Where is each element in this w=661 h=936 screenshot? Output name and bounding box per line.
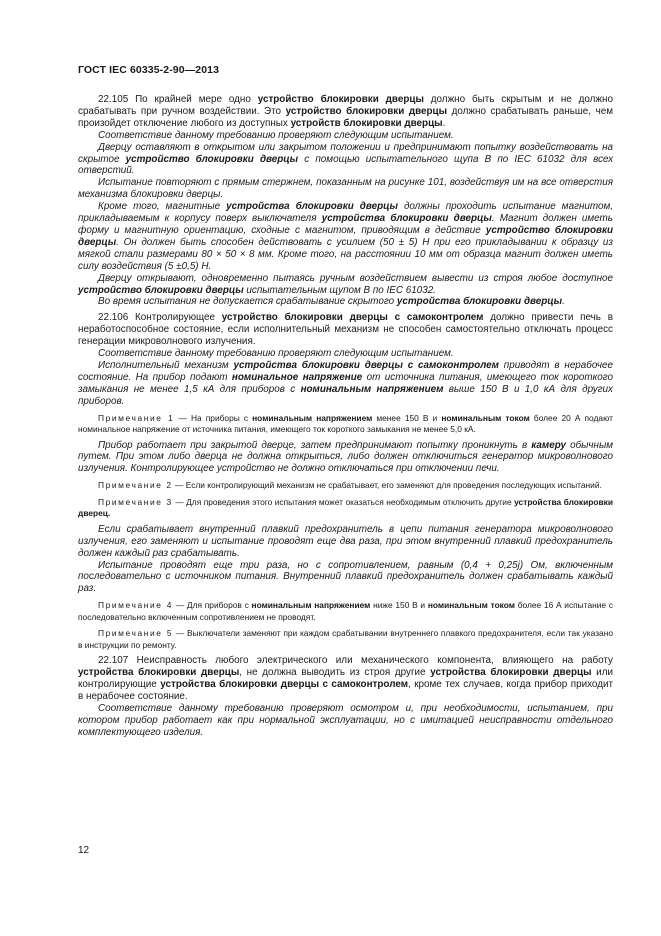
text-run: более 16 А испытание с последовательно включенным сопротивлением не проводят. [78,600,613,622]
body-paragraph [78,360,613,408]
note-paragraph [78,480,613,492]
note-label: Примечание 2 [98,480,173,491]
text-run: более 20 А подают номинальное напряжение от источника питания, имеющего ток короткого замыкания не менее 5,0 кА. [78,412,614,435]
text-run: 22.105 По крайней мере одно [98,94,258,105]
text-run: — Если контролирующий механизм не срабатывает, его заменяют для проведения последующих испытаний. [172,480,602,491]
document-body [78,94,613,739]
note-paragraph [78,600,613,623]
body-paragraph [78,440,613,476]
defined-term: устройство блокировки дверцы [78,224,613,248]
text-run: должно срабатывать раньше, чем произойдет отключение любого из доступных [78,105,613,129]
defined-term: устройства блокировки дверцы с самоконтролем [160,679,409,691]
note-paragraph [78,497,613,520]
text-run: . [562,296,565,308]
note-paragraph [78,628,613,651]
text-run: Кроме того, магнитные [98,201,227,213]
defined-term: устройства блокировки дверцы [226,201,398,213]
text-run: обычным путем. При этом либо дверца не должна открыться, либо должен отключиться генератор микроволнового излучения. Контролирующее устройство не должно отключаться при отключении печи. [78,439,614,475]
body-paragraph [78,312,613,348]
note-label: Примечание 1 [98,412,175,423]
text-run: должны проходить испытание магнитом, прикладываемым к корпусу поверх выключателя [78,201,613,225]
defined-term: устройства блокировки дверцы [321,213,492,225]
text-run: — Для приборов с [173,600,252,611]
text-run: Дверцу оставляют в открытом или закрытом положении и предпринимают попытку воздействовать на скрытое [78,141,613,165]
defined-term: устройство блокировки дверцы [125,153,299,165]
body-paragraph [78,524,613,560]
text-run: — Для проведения этого испытания может оказаться необходимым отключить другие [172,496,515,507]
text-run: приводят в нерабочее состояние. На прибор подают [78,359,613,383]
text-run: — Выключатели заменяют при каждом срабатывании внутреннего плавкого предохранителя, если так указано в инструкции по ремонту. [78,628,613,650]
defined-term: номинальным напряжением [251,600,371,611]
text-run: , не должна выводить из строя другие [239,667,431,679]
defined-term: устройств блокировки дверцы [290,117,443,129]
body-paragraph [78,94,613,130]
text-run: ниже 150 В и [370,600,428,611]
text-run: должно быть скрытым и не должно срабатывать при ручном воздействии. Это [78,94,613,117]
defined-term: устройство блокировки дверцы [285,105,448,117]
note-label: Примечание 3 [98,496,173,507]
text-run: Соответствие данному требованию проверяют следующим испытанием. [98,129,454,141]
text-run: Испытание повторяют с прямым стержнем, показанным на рисунке 101, воздействуя им на все отверстия механизма блокировки дверцы. [78,177,613,201]
note-label: Примечание 5 [98,628,174,639]
text-run: 22.106 Контролирующее [98,312,222,324]
text-run: должно привести печь в неработоспособное состояние, если исполнительный механизм не способен самостоятельно отключать процесс генерации микроволнового излучения. [78,312,613,348]
text-run: , кроме тех случаев, когда прибор приходит в нерабочее состояние. [78,679,613,702]
defined-term: устройство блокировки дверцы [78,284,244,296]
body-paragraph [78,273,613,297]
text-run: с помощью испытательного щупа B по IEC 61032 для всех отверстий. [78,153,614,177]
text-run: Соответствие данному требованию проверяют следующим испытанием. [98,348,454,360]
text-run: испытательным щупом B по IEC 61032. [243,284,436,296]
defined-term: номинальным напряжением [252,412,373,423]
text-run: или контролирующие [78,667,613,691]
text-run: — На приборы с [174,412,253,423]
standard-header: ГОСТ IEC 60335-2-90—2013 [78,64,220,76]
defined-term: номинальным током [441,412,530,423]
defined-term: устройство блокировки дверцы с самоконтролем [221,312,484,324]
text-run: выше 150 В и 1,0 кА для других приборов. [78,383,613,407]
defined-term: устройства блокировки дверцы [78,667,240,679]
body-paragraph [78,703,613,739]
body-paragraph [78,201,613,272]
note-label: Примечание 4 [98,600,174,611]
defined-term: устройства блокировки дверцы с самоконтролем [233,359,499,371]
body-paragraph [78,348,613,360]
body-paragraph [78,142,613,178]
body-paragraph [78,560,613,596]
text-run: Если срабатывает внутренний плавкий предохранитель в цепи питания генератора микроволнового излучения, его заменяют и испытание проводят еще два раза, при этом внутренний плавкий предохранитель должен каждый раз срабатывать. [78,523,613,559]
text-run: Во время испытания не допускается срабатывание скрытого [98,296,397,308]
text-run: от источника питания, имеющего ток короткого замыкания не менее 1,5 кА для приборов с [78,371,613,395]
body-paragraph [78,296,613,308]
text-run: Дверцу открывают, одновременно пытаясь ручным воздействием вывести из строя любое доступное [98,272,613,284]
page-number: 12 [78,845,90,856]
defined-term: номинальное напряжение [231,371,363,383]
text-run: 22.107 Неисправность любого электрического или механического компонента, влияющего на работу [98,655,613,667]
body-paragraph [78,130,613,142]
text-run: Прибор работает при закрытой дверце, затем предпринимают попытку проникнуть в [98,439,532,451]
defined-term: номинальным током [427,600,515,611]
text-run: менее 150 В и [372,412,442,423]
text-run: . [442,117,446,129]
defined-term: камеру [531,439,566,451]
note-paragraph [78,413,613,436]
text-run: Испытание проводят еще три раза, но с сопротивлением, равным (0,4 + 0,25j) Ом, включенным последовательно с источником питания. Внутренний плавкий предохранитель должен срабатывать каждый раз. [78,559,613,595]
defined-term: устройства блокировки дверец. [78,496,613,519]
body-paragraph [78,655,613,703]
text-run: Исполнительный механизм [98,359,234,371]
body-paragraph [78,177,613,201]
text-run: . Магнит должен иметь форму и магнитную ориентацию, сходные с магнитом, приводящим в действие [78,213,613,236]
defined-term: устройства блокировки дверцы [430,667,592,679]
defined-term: устройство блокировки дверцы [257,94,424,105]
text-run: . Он должен быть способен действовать с усилием (50 ± 5) Н при его прикладывании к образцу из мягкой стали размерами 80 × 50 × 8 мм. Кроме того, на расстоянии 10 мм от образца магнит должен иметь силу воздействия (5 ±0,5) Н. [78,236,613,272]
defined-term: номинальным напряжением [300,383,444,395]
text-run: Соответствие данному требованию проверяют осмотром и, при необходимости, испытанием, при котором прибор работает как при нормальной эксплуатации, но с имитацией неисправности отдельного комплектующего изделия. [78,702,613,738]
defined-term: устройства блокировки дверцы [396,296,563,308]
